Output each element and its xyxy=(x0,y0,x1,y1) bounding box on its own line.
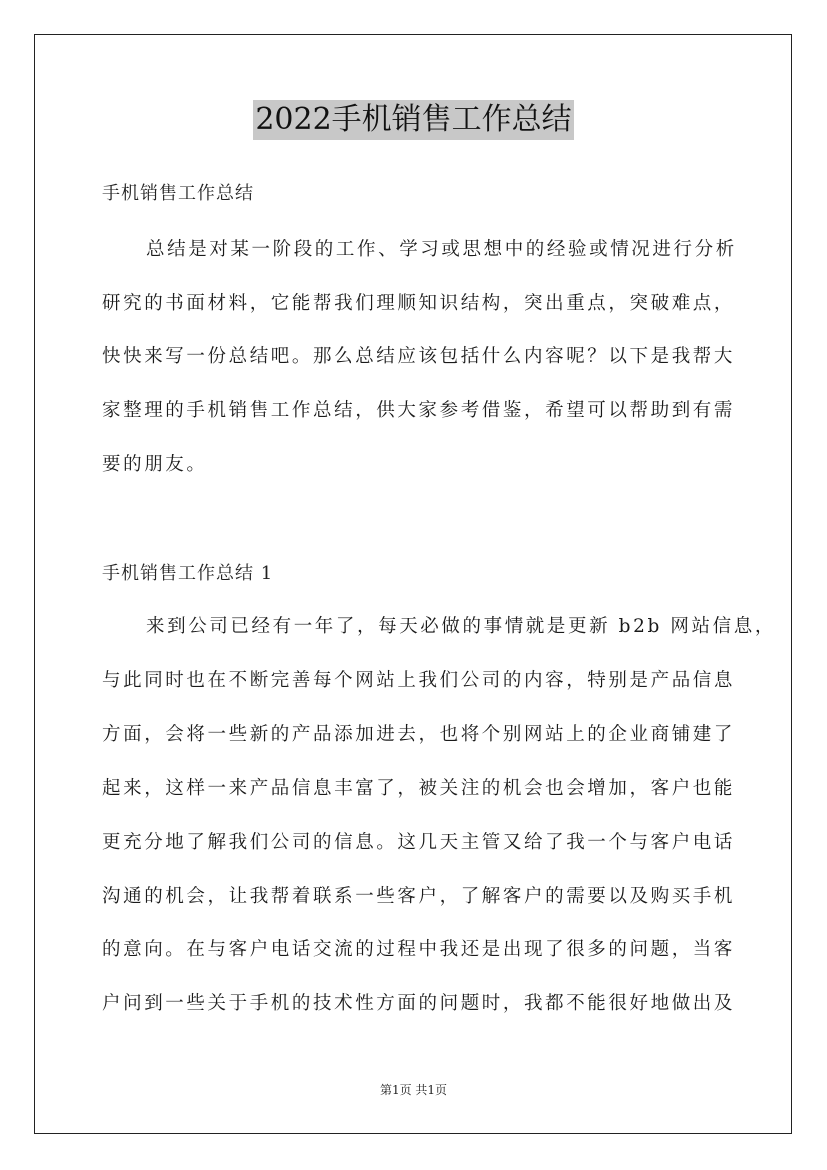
document-title: 2022手机销售工作总结 xyxy=(253,100,573,140)
section-line-2: 与此同时也在不断完善每个网站上我们公司的内容，特别是产品信息 xyxy=(102,670,736,691)
intro-line-4: 家整理的手机销售工作总结，供大家参考借鉴，希望可以帮助到有需 xyxy=(102,400,736,421)
title-container xyxy=(0,100,827,140)
section-line-5: 更充分地了解我们公司的信息。这几天主管又给了我一个与客户电话 xyxy=(102,832,736,853)
intro-line-5: 要的朋友。 xyxy=(102,454,208,475)
section-line-8: 户问到一些关于手机的技术性方面的问题时，我都不能很好地做出及 xyxy=(102,993,736,1014)
section-line-3: 方面，会将一些新的产品添加进去，也将个别网站上的企业商铺建了 xyxy=(102,724,736,745)
section-line-4: 起来，这样一来产品信息丰富了，被关注的机会也会增加，客户也能 xyxy=(102,778,736,799)
section-line-6: 沟通的机会，让我帮着联系一些客户，了解客户的需要以及购买手机 xyxy=(102,886,736,907)
intro-line-3: 快快来写一份总结吧。那么总结应该包括什么内容呢？以下是我帮大 xyxy=(102,346,736,367)
section-heading: 手机销售工作总结 1 xyxy=(102,563,274,584)
intro-heading: 手机销售工作总结 xyxy=(102,183,254,204)
intro-line-2: 研究的书面材料，它能帮我们理顺知识结构，突出重点，突破难点， xyxy=(102,293,736,314)
section-line-1: 来到公司已经有一年了，每天必做的事情就是更新 b2b 网站信息， xyxy=(146,616,776,637)
intro-line-1: 总结是对某一阶段的工作、学习或思想中的经验或情况进行分析 xyxy=(146,239,737,260)
section-line-7: 的意向。在与客户电话交流的过程中我还是出现了很多的问题，当客 xyxy=(102,939,736,960)
page-footer: 第1页 共1页 xyxy=(379,1083,448,1097)
